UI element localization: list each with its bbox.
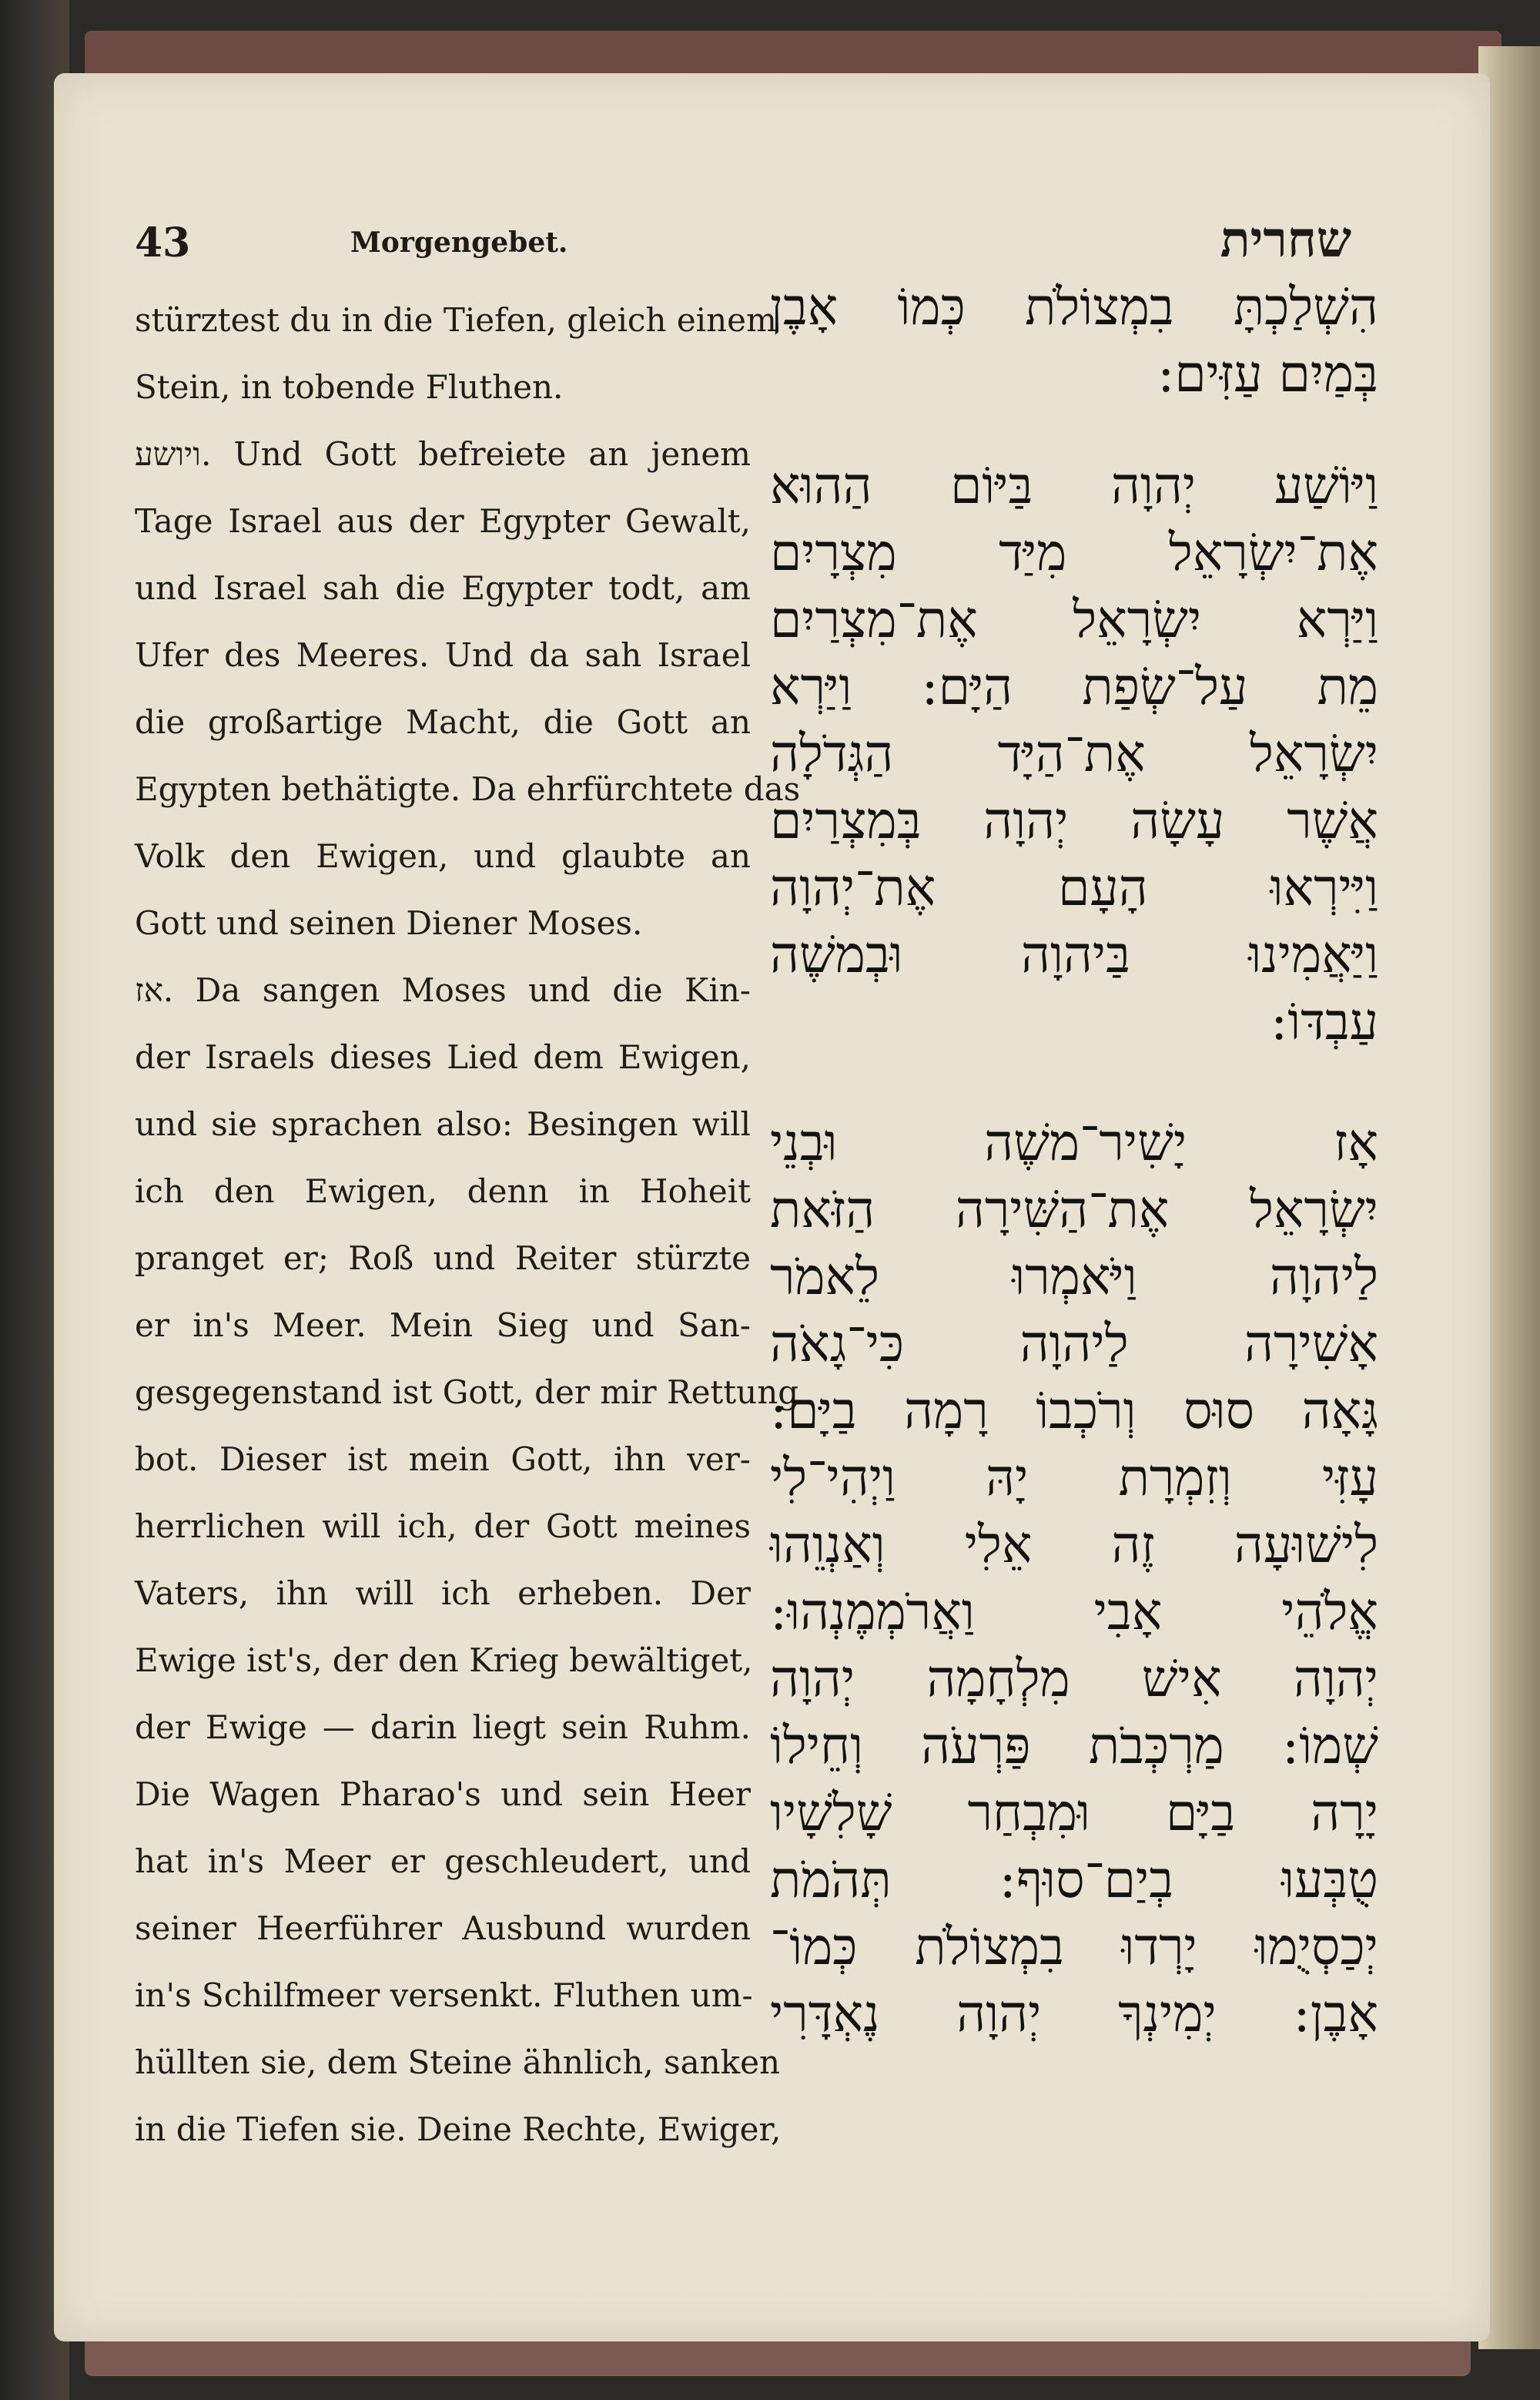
hebrew-line: אָז יָשִׁיר־משֶׁה וּבְנֵי	[770, 1113, 1378, 1172]
german-line: Ewige ist's, der den Krieg bewältiget,	[135, 1641, 753, 1679]
hebrew-line: הִשְׁלַכְתָּ בִמְצוֹלֹת כְּמוֹ אָבֶן	[770, 277, 1378, 337]
running-head-german: Morgengebet.	[350, 226, 568, 259]
hebrew-line: יִשְׂרָאֵל אֶת־הַיָּד הַגְּדֹלָה	[770, 724, 1378, 783]
german-line: der Ewige — darin liegt sein Ruhm.	[135, 1708, 751, 1746]
hebrew-line: וַיַּאֲמִינוּ בַּיהוָה וּבְמשֶׁה	[770, 925, 1378, 984]
german-translation-column	[135, 287, 801, 2163]
german-line: ויושע. Und Gott befreiete an jenem	[135, 435, 751, 473]
german-line: herrlichen will ich, der Gott meines	[135, 1507, 751, 1545]
hebrew-line: וַיִּירְאוּ הָעָם אֶת־יְהוָה	[770, 858, 1378, 917]
hebrew-line: עָזִּי וְזִמְרָת יָהּ וַיְהִי־לִי	[770, 1448, 1378, 1507]
german-line: Gott und seinen Diener Moses.	[135, 904, 643, 942]
german-line: Ufer des Meeres. Und da sah Israel	[135, 636, 751, 674]
hebrew-line: וַיַּרְא יִשְׂרָאֵל אֶת־מִצְרַיִם	[770, 590, 1378, 649]
german-line: Stein, in tobende Fluthen.	[135, 368, 564, 406]
german-line: und Israel sah die Egypter todt, am	[135, 569, 751, 607]
hebrew-line: אָשִׁירָה לַיהוָה כִּי־גָאֹה	[770, 1314, 1378, 1373]
german-line: er in's Meer. Mein Sieg und San-	[135, 1306, 751, 1344]
german-line: und sie sprachen also: Besingen will	[135, 1105, 751, 1143]
german-line: Die Wagen Pharao's und sein Heer	[135, 1775, 751, 1813]
german-line: Volk den Ewigen, und glaubte an	[135, 837, 751, 875]
verse-spacer	[770, 407, 1378, 452]
hebrew-line: מֵת עַל־שְׂפַת הַיָּם: וַיַּרְא	[770, 657, 1378, 716]
german-line: seiner Heerführer Ausbund wurden	[135, 1909, 751, 1947]
hebrew-line: וַיּוֹשַׁע יְהוָה בַּיּוֹם הַהוּא	[770, 456, 1378, 515]
hebrew-line: יִשְׂרָאֵל אֶת־הַשִּׁירָה הַזֹּאת	[770, 1180, 1378, 1239]
page-number: 43	[135, 220, 191, 266]
hebrew-line: אֲשֶׁר עָשָׂה יְהוָה בְּמִצְרַיִם	[770, 791, 1378, 850]
german-line: der Israels dieses Lied dem Ewigen,	[135, 1038, 751, 1076]
german-line: gesgegenstand ist Gott, der mir Rettung	[135, 1373, 799, 1411]
hebrew-line: אָבֶן: יְמִינְךָ יְהוָה נֶאְדָּרִי	[770, 1984, 1378, 2043]
hebrew-line: לַיהוָה וַיֹּאמְרוּ לֵאמֹר	[770, 1247, 1378, 1306]
german-line: bot. Dieser ist mein Gott, ihn ver-	[135, 1440, 751, 1478]
german-line: אז. Da sangen Moses und die Kin-	[135, 971, 751, 1009]
running-head-hebrew: שחרית	[1220, 211, 1351, 269]
german-line: in die Tiefen sie. Deine Rechte, Ewiger,	[135, 2110, 782, 2148]
hebrew-line: עַבְדּוֹ:	[1270, 992, 1378, 1051]
hebrew-line: טֻבְּעוּ בְיַם־סוּף: תְּהֹמֹת	[770, 1850, 1378, 1909]
german-line: pranget er; Roß und Reiter stürzte	[135, 1239, 751, 1277]
german-line: die großartige Macht, die Gott an	[135, 703, 751, 741]
hebrew-text-column	[770, 273, 1378, 2047]
hebrew-line: יְכַסְיֻמוּ יָרְדוּ בִמְצוֹלֹת כְּמוֹ־	[770, 1917, 1378, 1976]
hebrew-line: בְּמַיִם עַזִּים:	[1157, 344, 1378, 404]
hebrew-line: לִישׁוּעָה זֶה אֵלִי וְאַנְוֵהוּ	[770, 1515, 1378, 1574]
german-line: stürztest du in die Tiefen, gleich einem	[135, 301, 777, 339]
german-line: Egypten bethätigte. Da ehrfürchtete das	[135, 770, 801, 808]
german-line: hüllten sie, dem Steine ähnlich, sanken	[135, 2043, 781, 2081]
verse-spacer	[770, 1055, 1378, 1109]
hebrew-line: אֱלֹהֵי אָבִי וַאֲרֹמְמֶנְהוּ:	[770, 1582, 1378, 1641]
german-line: in's Schilfmeer versenkt. Fluthen um-	[135, 1976, 753, 2014]
german-line: ich den Ewigen, denn in Hoheit	[135, 1172, 751, 1210]
german-line: Vaters, ihn will ich erheben. Der	[135, 1574, 751, 1612]
page-header	[135, 211, 1351, 277]
hebrew-line: גָּאָה סוּס וְרֹכְבוֹ רָמָה בַיָּם:	[770, 1381, 1378, 1440]
hebrew-line: אֶת־יִשְׂרָאֵל מִיַּד מִצְרָיִם	[770, 523, 1378, 582]
german-line: hat in's Meer er geschleudert, und	[135, 1842, 751, 1880]
hebrew-line: יְהוָה אִישׁ מִלְחָמָה יְהוָה	[770, 1649, 1378, 1708]
hebrew-line: יָרָה בַיָּם וּמִבְחַר שָׁלִשָׁיו	[770, 1783, 1378, 1842]
german-line: Tage Israel aus der Egypter Gewalt,	[135, 502, 751, 540]
hebrew-line: שְׁמוֹ: מַרְכְּבֹת פַּרְעֹה וְחֵילוֹ	[770, 1716, 1378, 1775]
